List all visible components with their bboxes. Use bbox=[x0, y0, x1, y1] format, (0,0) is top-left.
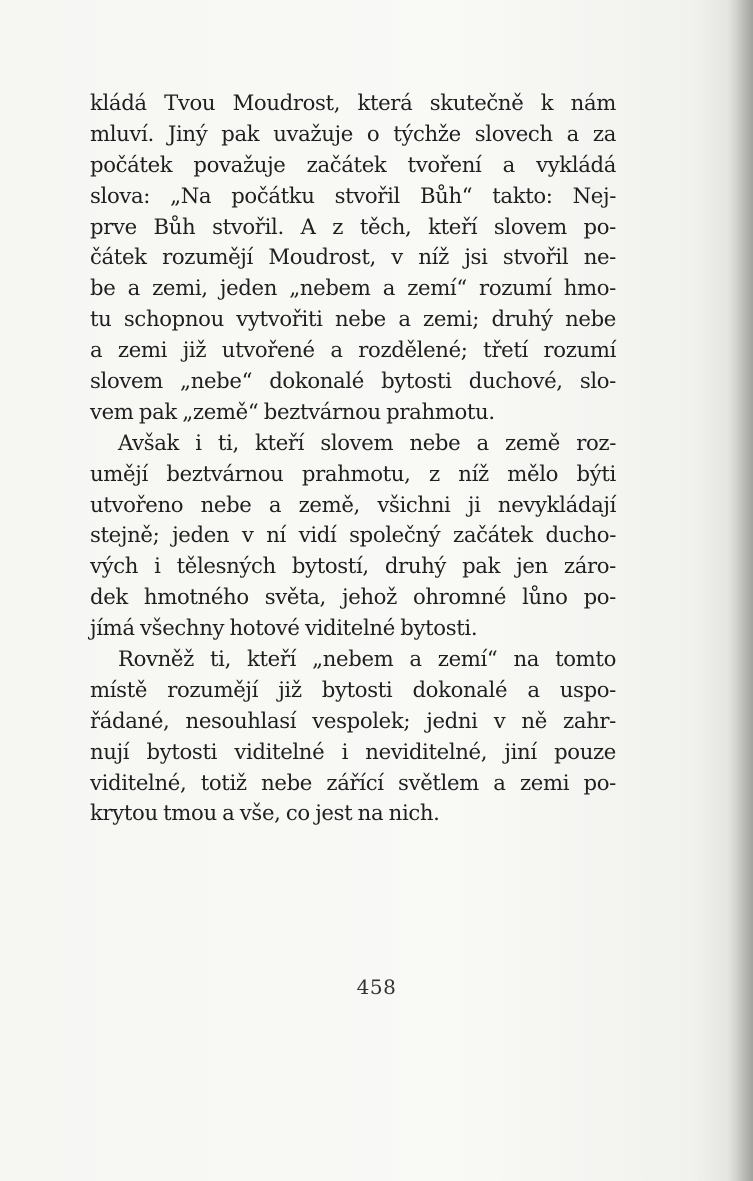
text-line: počátek považuje začátek tvoření a vykládá bbox=[90, 151, 616, 177]
text-line: a zemi již utvořené a rozdělené; třetí rozumí bbox=[90, 337, 616, 363]
text-line: řádané, nesouhlasí vespolek; jedni v ně zahr- bbox=[90, 707, 616, 733]
text-line: stejně; jeden v ní vidí společný začátek ducho- bbox=[90, 522, 616, 548]
text-line: vých i tělesných bytostí, druhý pak jen záro- bbox=[90, 553, 616, 579]
paragraph-3 bbox=[90, 644, 616, 829]
text-line: umějí beztvárnou prahmotu, z níž mělo býti bbox=[90, 460, 616, 486]
text-line: kládá Tvou Moudrost, která skutečně k nám bbox=[90, 90, 616, 115]
text-line: be a zemi, jeden „nebem a zemí“ rozumí hmo- bbox=[90, 275, 616, 301]
text-line: nují bytosti viditelné i neviditelné, jiní pouze bbox=[90, 738, 616, 764]
text-line: slova: „Na počátku stvořil Bůh“ takto: Nej- bbox=[90, 182, 616, 208]
text-line: jímá všechny hotové viditelné bytosti. bbox=[90, 615, 478, 641]
body-text bbox=[90, 88, 616, 829]
text-line: prve Bůh stvořil. A z těch, kteří slovem po- bbox=[90, 213, 616, 239]
page-number: 458 bbox=[356, 975, 397, 999]
text-line: dek hmotného světa, jehož ohromné lůno po- bbox=[90, 584, 616, 610]
text-line: viditelné, totiž nebe zářící světlem a zemi po- bbox=[90, 769, 616, 795]
text-line: mluví. Jiný pak uvažuje o týchže slovech a za bbox=[90, 120, 616, 146]
text-line: místě rozumějí již bytosti dokonalé a uspo- bbox=[90, 676, 616, 702]
page-gutter-shadow bbox=[727, 0, 753, 1181]
text-line: slovem „nebe“ dokonalé bytosti duchové, slo- bbox=[90, 368, 616, 394]
paragraph-1 bbox=[90, 88, 616, 428]
text-line: Rovněž ti, kteří „nebem a zemí“ na tomto bbox=[118, 646, 616, 672]
text-line: Avšak i ti, kteří slovem nebe a země roz- bbox=[118, 429, 616, 455]
text-line: tu schopnou vytvořiti nebe a zemi; druhý nebe bbox=[90, 306, 616, 332]
paragraph-2 bbox=[90, 428, 616, 644]
text-line: krytou tmou a vše, co jest na nich. bbox=[90, 800, 440, 826]
text-line: čátek rozumějí Moudrost, v níž jsi stvořil ne- bbox=[90, 244, 616, 270]
text-line: utvořeno nebe a země, všichni ji nevykládají bbox=[90, 491, 616, 517]
text-line: vem pak „země“ beztvárnou prahmotu. bbox=[90, 398, 495, 424]
